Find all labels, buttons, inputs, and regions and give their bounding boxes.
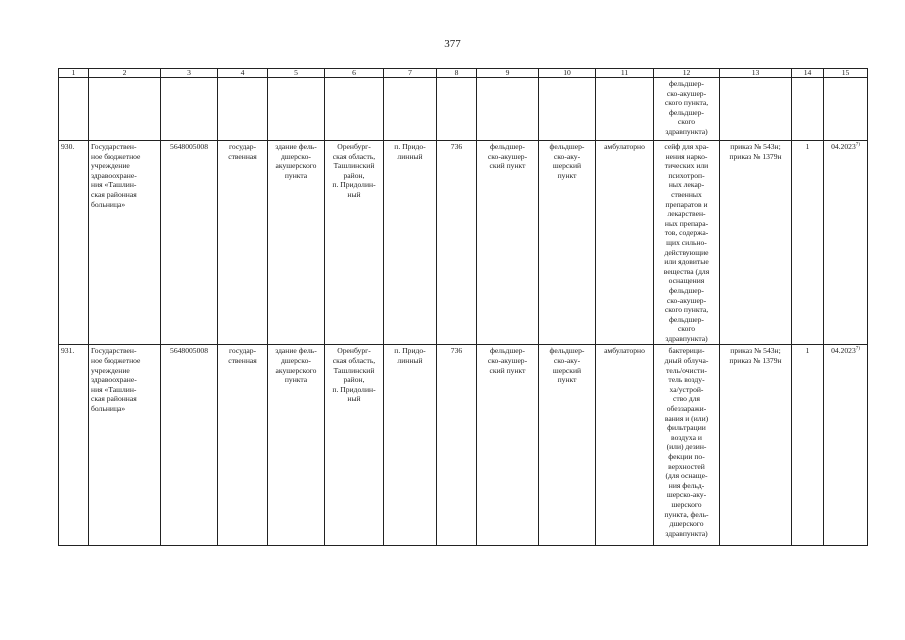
settlement: п. Придо- линный xyxy=(384,345,437,546)
unit-type: фельдшер- ско-аку- шерский пункт xyxy=(539,141,596,345)
address: Оренбург- ская область, Ташлинский район, п. Придолин- ный xyxy=(325,345,384,546)
building-name: здание фель- дшерско- акушерского пункта xyxy=(268,345,325,546)
organization-code: 5648005008 xyxy=(161,345,218,546)
organization-name: Государствен- ное бюджетное учреждение здравоохране- ния «Ташлин- ская районная больница» xyxy=(89,141,161,345)
address: Оренбург- ская область, Ташлинский район, п. Придолин- ный xyxy=(325,141,384,345)
header-cell-11: 11 xyxy=(596,69,654,78)
settlement: п. Придо- линный xyxy=(384,141,437,345)
header-cell-7: 7 xyxy=(384,69,437,78)
ownership-form: государ- ственная xyxy=(218,345,268,546)
building-name: здание фель- дшерско- акушерского пункта xyxy=(268,141,325,345)
organization-code: 5648005008 xyxy=(161,141,218,345)
table-row xyxy=(59,141,868,345)
equipment: бактерици- дный облуча- тель/очисти- тель возду- ха/устрой- ство для обеззаражи- вания и (или) фильтрации воздуха и (или) дезин- фекции по- верхностей (для оснаще- ния фельд- шерско-аку- шерского пункта, фель- дшерского здравпункта) xyxy=(654,345,720,546)
header-cell-4: 4 xyxy=(218,69,268,78)
header-cell-3: 3 xyxy=(161,69,218,78)
quantity: 1 xyxy=(792,141,824,345)
header-row xyxy=(59,69,868,78)
table-row xyxy=(59,345,868,546)
order-reference: приказ № 543н; приказ № 1379н xyxy=(720,141,792,345)
population: 736 xyxy=(437,345,477,546)
header-cell-12: 12 xyxy=(654,69,720,78)
continuation-row xyxy=(59,78,868,141)
header-cell-5: 5 xyxy=(268,69,325,78)
due-date: 04.2023$^{7)}$ xyxy=(824,141,868,345)
care-condition: амбулаторно xyxy=(596,141,654,345)
header-cell-10: 10 xyxy=(539,69,596,78)
page-number: 377 xyxy=(444,38,461,50)
equipment: сейф для хра- нения нарко- тических или психотроп- ных лекар- ственных препаратов и лекарствен- ных препара- тов, содержа- щих сильно- действующие или ядовитые вещества (для оснащения фельдшер- ско-акушер- ского пункта, фельдшер- ского здравпункта) xyxy=(654,141,720,345)
header-cell-14: 14 xyxy=(792,69,824,78)
organization-name: Государствен- ное бюджетное учреждение здравоохране- ния «Ташлин- ская районная больница» xyxy=(89,345,161,546)
unit-type: фельдшер- ско-аку- шерский пункт xyxy=(539,345,596,546)
registry-table xyxy=(58,68,868,546)
quantity: 1 xyxy=(792,345,824,546)
ownership-form: государ- ственная xyxy=(218,141,268,345)
header-cell-6: 6 xyxy=(325,69,384,78)
facility-type: фельдшер- ско-акушер- ский пункт xyxy=(477,345,539,546)
due-date: 04.2023$^{7)}$ xyxy=(824,345,868,546)
order-reference: приказ № 543н; приказ № 1379н xyxy=(720,345,792,546)
header-cell-8: 8 xyxy=(437,69,477,78)
header-cell-15: 15 xyxy=(824,69,868,78)
continuation-equipment: фельдшер- ско-акушер- ского пункта, фельдшер- ского здравпункта) xyxy=(654,78,720,141)
header-cell-13: 13 xyxy=(720,69,792,78)
header-cell-1: 1 xyxy=(59,69,89,78)
population: 736 xyxy=(437,141,477,345)
row-number: 931. xyxy=(59,345,89,546)
header-cell-9: 9 xyxy=(477,69,539,78)
care-condition: амбулаторно xyxy=(596,345,654,546)
header-cell-2: 2 xyxy=(89,69,161,78)
row-number: 930. xyxy=(59,141,89,345)
facility-type: фельдшер- ско-акушер- ский пункт xyxy=(477,141,539,345)
